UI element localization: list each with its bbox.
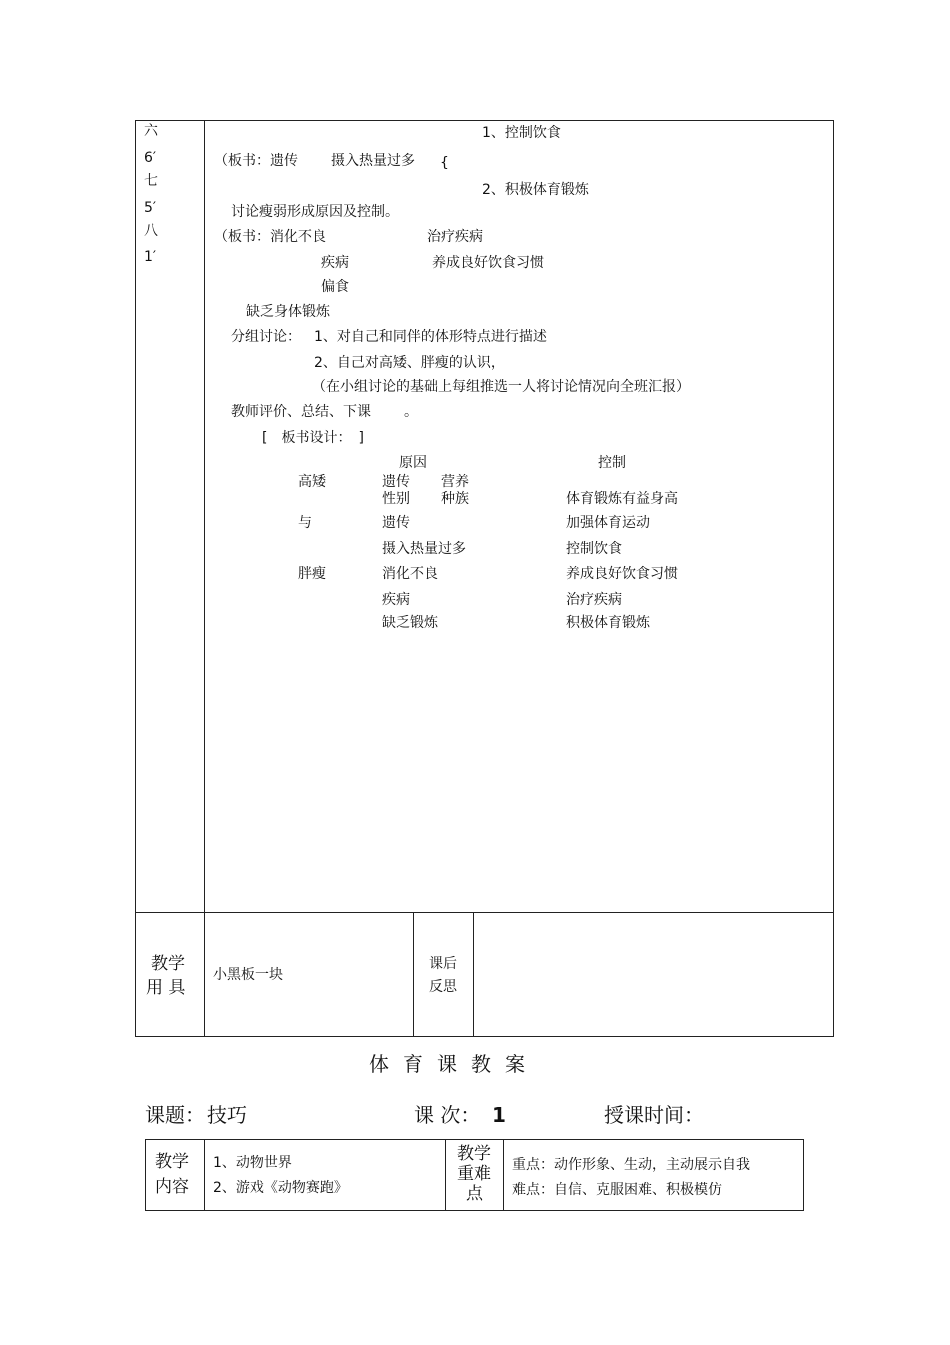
tools-value-divider — [413, 912, 414, 1037]
board-weight: 胖瘦 — [298, 566, 326, 582]
board-control-c: 控制饮食 — [566, 541, 622, 557]
focus-difficulty: 难点：自信、克服困难、积极模仿 — [512, 1182, 722, 1198]
tools-label-line1: 教学 — [151, 954, 185, 974]
board-disease: 疾病 — [382, 592, 410, 608]
control-diet-line: 1、控制饮食 — [482, 125, 561, 141]
content-label-line2: 内容 — [155, 1177, 189, 1197]
board-indigestion: 消化不良 — [382, 566, 438, 582]
board-gender: 性别 — [382, 491, 410, 507]
teacher-summary: 教师评价、总结、下课 — [231, 404, 371, 420]
content-item-2: 2、游戏《动物赛跑》 — [213, 1180, 348, 1196]
topic-label: 课题： — [145, 1103, 205, 1127]
lesson-number-label: 课 次： — [414, 1103, 481, 1127]
group-discussion-item-2: 2、自己对高矮、胖瘦的认识， — [314, 355, 505, 371]
step-six-minutes: 6′ — [144, 150, 157, 166]
step-eight: 八 — [144, 223, 158, 239]
control-exercise-line: 2、积极体育锻炼 — [482, 182, 589, 198]
board-and: 与 — [298, 515, 312, 531]
reflection-label-line2: 反思 — [429, 979, 457, 995]
board-note-calorie: 摄入热量过多 — [331, 153, 415, 169]
board-note-habits: 养成良好饮食习惯 — [432, 255, 544, 271]
focus-key-point: 重点：动作形象、生动，主动展示自我 — [512, 1157, 750, 1173]
reflection-label-line1: 课后 — [429, 956, 457, 972]
content-label-divider — [204, 1139, 205, 1211]
step-eight-minutes: 1′ — [144, 249, 157, 265]
board-head-cause: 原因 — [399, 455, 427, 471]
board-note-disease: 疾病 — [321, 255, 349, 271]
tools-label-line2: 用 具 — [146, 978, 186, 998]
teaching-time-label: 授课时间： — [604, 1103, 704, 1127]
board-nutrition: 营养 — [441, 474, 469, 490]
group-discussion-item-1: 1、对自己和同伴的体形特点进行描述 — [314, 329, 547, 345]
group-discussion-label: 分组讨论： — [231, 329, 301, 345]
board-note-treat: 治疗疾病 — [427, 229, 483, 245]
topic-value: 技巧 — [207, 1103, 247, 1127]
step-seven: 七 — [144, 173, 158, 189]
focus-label-line2: 重难 — [457, 1164, 491, 1184]
focus-label-line3: 点 — [466, 1184, 483, 1204]
lesson-number-value: 1 — [492, 1103, 506, 1127]
board-heredity-2: 遗传 — [382, 515, 410, 531]
reflect-label-divider — [473, 912, 474, 1037]
step-seven-minutes: 5′ — [144, 200, 157, 216]
board-control-b: 加强体育运动 — [566, 515, 650, 531]
step-six: 六 — [144, 123, 158, 139]
tools-row-divider — [135, 912, 834, 913]
focus-label-divider-left — [445, 1139, 446, 1211]
board-design-heading: [ 板书设计： ] — [262, 430, 364, 446]
group-discussion-item-3: （在小组讨论的基础上每组推选一人将讨论情况向全班汇报） — [312, 379, 690, 395]
board-height: 高矮 — [298, 474, 326, 490]
board-control-e: 治疗疾病 — [566, 592, 622, 608]
focus-label-divider-right — [503, 1139, 504, 1211]
tools-value: 小黑板一块 — [213, 967, 283, 983]
lesson-plan-title: 体育课教案 — [369, 1052, 539, 1076]
board-control-f: 积极体育锻炼 — [566, 615, 650, 631]
board-control-d: 养成良好饮食习惯 — [566, 566, 678, 582]
content-label-line1: 教学 — [155, 1152, 189, 1172]
content-item-1: 1、动物世界 — [213, 1155, 292, 1171]
focus-label-line1: 教学 — [457, 1144, 491, 1164]
board-note-indigestion: （板书：消化不良 — [214, 229, 326, 245]
board-heredity-1: 遗传 — [382, 474, 410, 490]
teacher-summary-dot: 。 — [404, 404, 418, 420]
board-calorie: 摄入热量过多 — [382, 541, 466, 557]
board-head-control: 控制 — [598, 455, 626, 471]
discuss-thin-line: 讨论瘦弱形成原因及控制。 — [231, 204, 399, 220]
board-note-heredity: （板书：遗传 — [214, 153, 298, 169]
time-column-divider — [204, 120, 205, 1037]
board-race: 种族 — [441, 491, 469, 507]
board-lack-exercise: 缺乏锻炼 — [382, 615, 438, 631]
board-note-brace: { — [440, 155, 449, 171]
board-note-picky: 偏食 — [321, 279, 349, 295]
board-note-lack-exercise: 缺乏身体锻炼 — [246, 304, 330, 320]
board-control-a: 体育锻炼有益身高 — [566, 491, 678, 507]
